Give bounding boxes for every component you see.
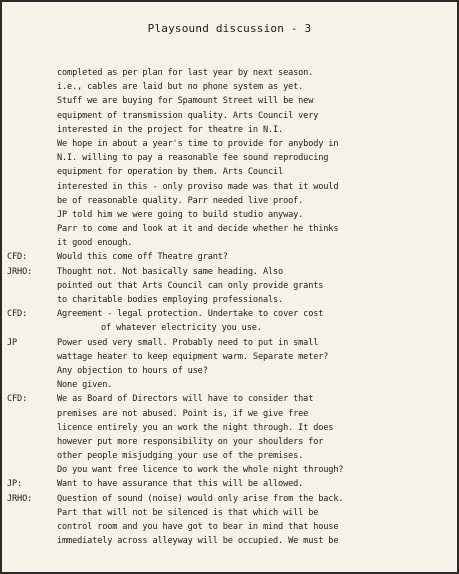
line-text: to charitable bodies employing professionals. (57, 295, 284, 305)
transcript-line (57, 80, 439, 94)
transcript-line (57, 463, 439, 477)
transcript-line (57, 180, 439, 194)
line-text: None given. (57, 380, 113, 391)
line-text: We hope in about a year's time to provide for anybody in (57, 138, 339, 149)
transcript-line (57, 208, 439, 222)
line-text: Question of sound (noise) would only arise from the back. (57, 493, 344, 504)
line-text: other people misjudging your use of the premises. (57, 451, 304, 462)
line-text: it good enough. (57, 238, 133, 249)
line-text: Parr to come and look at it and decide whether he thinks (57, 224, 339, 235)
transcript-line (57, 421, 439, 435)
document-page (2, 2, 457, 572)
line-text: however put more responsibility on your shoulders for (57, 436, 324, 447)
line-text: of whatever electricity you use. (101, 323, 262, 334)
line-text: Stuff we are buying for Spamount Street will be new (57, 96, 314, 107)
transcript-line (57, 123, 439, 137)
line-text: premises are not abused. Point is, if we give free (57, 408, 309, 419)
line-text: N.I. willing to pay a reasonable fee sound reproducing (57, 153, 329, 164)
transcript-line (57, 378, 439, 392)
line-text: equipment of transmission quality. Arts Council very (57, 110, 319, 121)
transcript-line (57, 151, 439, 165)
transcript-line (7, 477, 439, 491)
transcript-line (57, 66, 439, 80)
speaker-label: JP (7, 337, 18, 348)
line-text: equipment for operation by them. Arts Council (57, 167, 284, 178)
line-text: licence entirely you an work the night through. It does (57, 422, 334, 433)
transcript-line (57, 321, 439, 335)
transcript-line (57, 94, 439, 108)
transcript-line (7, 250, 439, 264)
line-text: i.e., cables are laid but no phone system as yet. (57, 82, 304, 93)
transcript-line (57, 194, 439, 208)
line-text: Do you want free licence to work the whole night through? (57, 465, 344, 476)
transcript-line (57, 137, 439, 151)
transcript-line (57, 279, 439, 293)
transcript-line (57, 109, 439, 123)
line-text: be of reasonable quality. Parr needed live proof. (57, 195, 304, 206)
line-text: completed as per plan for last year by next season. (57, 68, 314, 78)
line-text: We as Board of Directors will have to consider that (57, 394, 314, 405)
transcript-line (57, 293, 439, 307)
page-title: Playsound discussion - 3 (147, 22, 312, 35)
transcript-line (57, 407, 439, 421)
line-text: control room and you have got to bear in mind that house (57, 522, 339, 532)
line-text: pointed out that Arts Council can only provide grants (57, 280, 324, 291)
transcript-line (57, 449, 439, 463)
line-text: Power used very small. Probably need to put in small (57, 337, 319, 348)
transcript-line (57, 165, 439, 179)
transcript-line (57, 506, 439, 520)
speaker-label: JRHO: (7, 493, 33, 504)
transcript-line (7, 392, 439, 406)
transcript-line (7, 336, 439, 350)
line-text: Thought not. Not basically same heading. Also (57, 266, 284, 277)
transcript-line (57, 520, 439, 534)
speaker-label: CFD: (7, 252, 28, 263)
line-text: wattage heater to keep equipment warm. Separate meter? (57, 351, 329, 362)
line-text: interested in this - only proviso made was that it would (57, 181, 339, 192)
line-text: Part that will not be silenced is that which will be (57, 507, 319, 518)
transcript-line (7, 492, 439, 506)
line-text: Want to have assurance that this will be allowed. (57, 479, 304, 490)
speaker-label: JRHO: (7, 266, 33, 277)
transcript-line (57, 364, 439, 378)
speaker-label: CFD: (7, 309, 28, 320)
transcript-body (7, 66, 439, 548)
line-text: Agreement - legal protection. Undertake to cover cost (57, 309, 324, 320)
speaker-label: JP: (7, 479, 23, 490)
transcript-line (57, 236, 439, 250)
transcript-line (57, 534, 439, 548)
transcript-line (57, 222, 439, 236)
speaker-label: CFD: (7, 394, 28, 405)
transcript-line (7, 307, 439, 321)
line-text: JP told him we were going to build studio anyway. (57, 209, 304, 220)
line-text: interested in the project for theatre in N.I. (57, 124, 284, 135)
line-text: Any objection to hours of use? (57, 365, 208, 376)
transcript-line (57, 435, 439, 449)
line-text: immediately across alleyway will be occupied. We must be (57, 536, 339, 547)
transcript-line (7, 265, 439, 279)
transcript-line (57, 350, 439, 364)
line-text: Would this come off Theatre grant? (57, 252, 228, 263)
